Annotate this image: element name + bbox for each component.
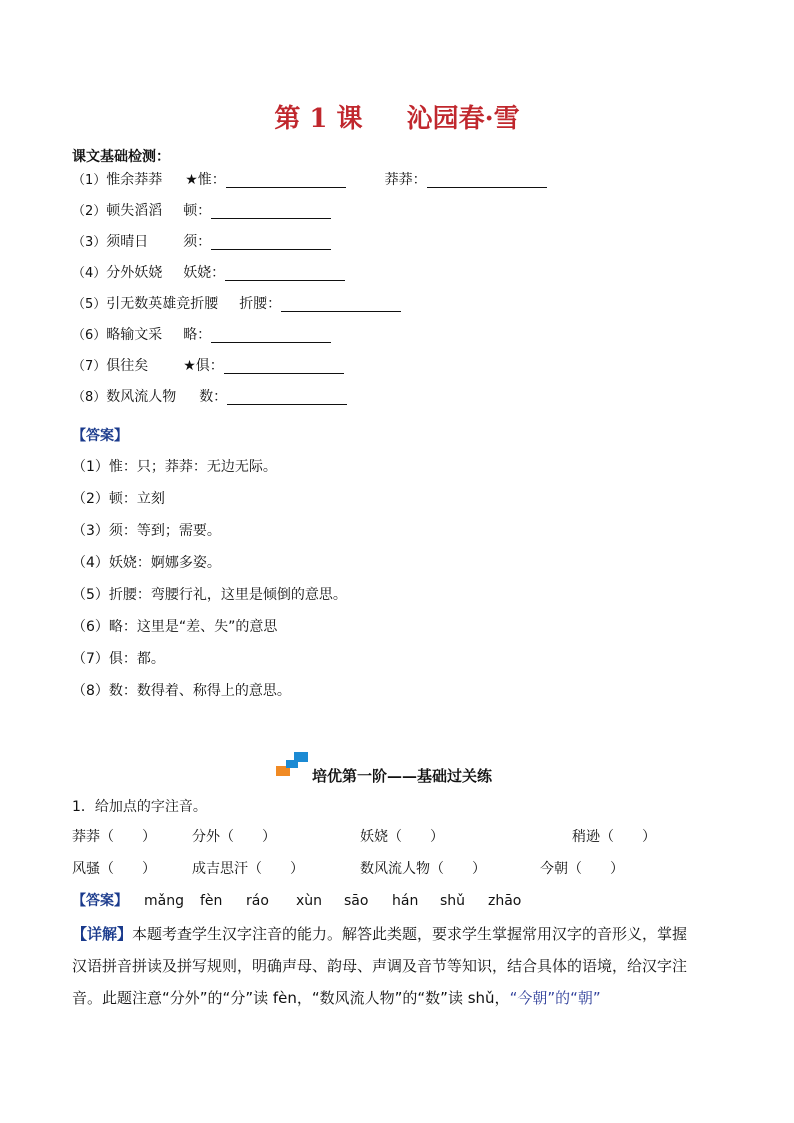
pinyin-item: 成吉思汗（ ） — [192, 861, 304, 877]
answer-blank[interactable] — [227, 390, 347, 405]
detail-line: 汉语拼音拼读及拼写规则，明确声母、韵母、声调及音节等知识，结合具体的语境，给汉字注 — [72, 957, 688, 975]
detail-line: 音。此题注意“分外”的“分”读 fèn，“数风流人物”的“数”读 shǔ，“今朝”的“朝” — [72, 989, 601, 1007]
exercise-row: （8）数风流人物 数： — [72, 386, 347, 408]
exercise-row: （4）分外妖娆 妖娆： — [72, 262, 345, 284]
pinyin: shǔ — [440, 893, 466, 909]
steps-badge-icon — [272, 752, 312, 778]
section-heading-basic: 课文基础检测： — [72, 149, 170, 165]
answer-line: （6）略：这里是“差、失”的意思 — [72, 619, 278, 635]
pinyin-item: 数风流人物（ ） — [360, 861, 486, 877]
exercise-row: （2）顿失滔滔 顿： — [72, 200, 331, 222]
pinyin-item: 风骚（ ） — [72, 861, 156, 877]
pinyin-item: 今朝（ ） — [540, 861, 624, 877]
pinyin: ráo — [246, 893, 269, 909]
answer-label: 【答案】 — [72, 428, 128, 444]
pinyin-item: 莽莽（ ） — [72, 829, 156, 845]
pinyin-item: 稍逊（ ） — [572, 829, 656, 845]
detail-label: 【详解】 — [72, 925, 133, 943]
answer-line: （8）数：数得着、称得上的意思。 — [72, 683, 291, 699]
pinyin: fèn — [200, 893, 223, 909]
pinyin: sāo — [344, 893, 369, 909]
answer-blank[interactable] — [211, 204, 331, 219]
exercise-row: （3）须晴日 须： — [72, 231, 331, 253]
exercise-row: （7）俱往矣 ★俱： — [72, 355, 344, 377]
exercise-row: （1）惟余莽莽 ★惟： 莽莽： — [72, 169, 547, 191]
pinyin: xùn — [296, 893, 323, 909]
answer-line: （5）折腰：弯腰行礼，这里是倾倒的意思。 — [72, 587, 347, 603]
pinyin: mǎng — [144, 893, 184, 909]
answer-line: （1）惟：只；莽莽：无边无际。 — [72, 459, 277, 475]
question-stem: 1．给加点的字注音。 — [72, 799, 207, 815]
lesson-name: 沁园春·雪 — [406, 104, 520, 134]
answer-blank[interactable] — [224, 359, 344, 374]
exercise-row: （6）略输文采 略： — [72, 324, 331, 346]
pinyin-item: 分外（ ） — [192, 829, 276, 845]
answer-line: （7）俱：都。 — [72, 651, 165, 667]
answer-line: （2）顿：立刻 — [72, 491, 165, 507]
answer-blank[interactable] — [427, 173, 547, 188]
answer-blank[interactable] — [211, 235, 331, 250]
section-banner: 培优第一阶——基础过关练 — [312, 767, 493, 785]
answer-blank[interactable] — [226, 173, 346, 188]
answer-blank[interactable] — [281, 297, 401, 312]
page-title — [0, 98, 794, 135]
exercise-row: （5）引无数英雄竞折腰 折腰： — [72, 293, 401, 315]
answer-label: 【答案】 — [72, 893, 128, 909]
answer-line: （3）须：等到；需要。 — [72, 523, 221, 539]
answer-blank[interactable] — [225, 266, 345, 281]
lesson-number: 第 1 课 — [274, 104, 363, 134]
answer-blank[interactable] — [211, 328, 331, 343]
detail-line: 【详解】本题考查学生汉字注音的能力。解答此类题，要求学生掌握常用汉字的音形义，掌握 — [72, 925, 688, 943]
answer-line: （4）妖娆：婀娜多姿。 — [72, 555, 221, 571]
pinyin: hán — [392, 893, 419, 909]
pinyin-item: 妖娆（ ） — [360, 829, 444, 845]
pinyin: zhāo — [488, 893, 522, 909]
